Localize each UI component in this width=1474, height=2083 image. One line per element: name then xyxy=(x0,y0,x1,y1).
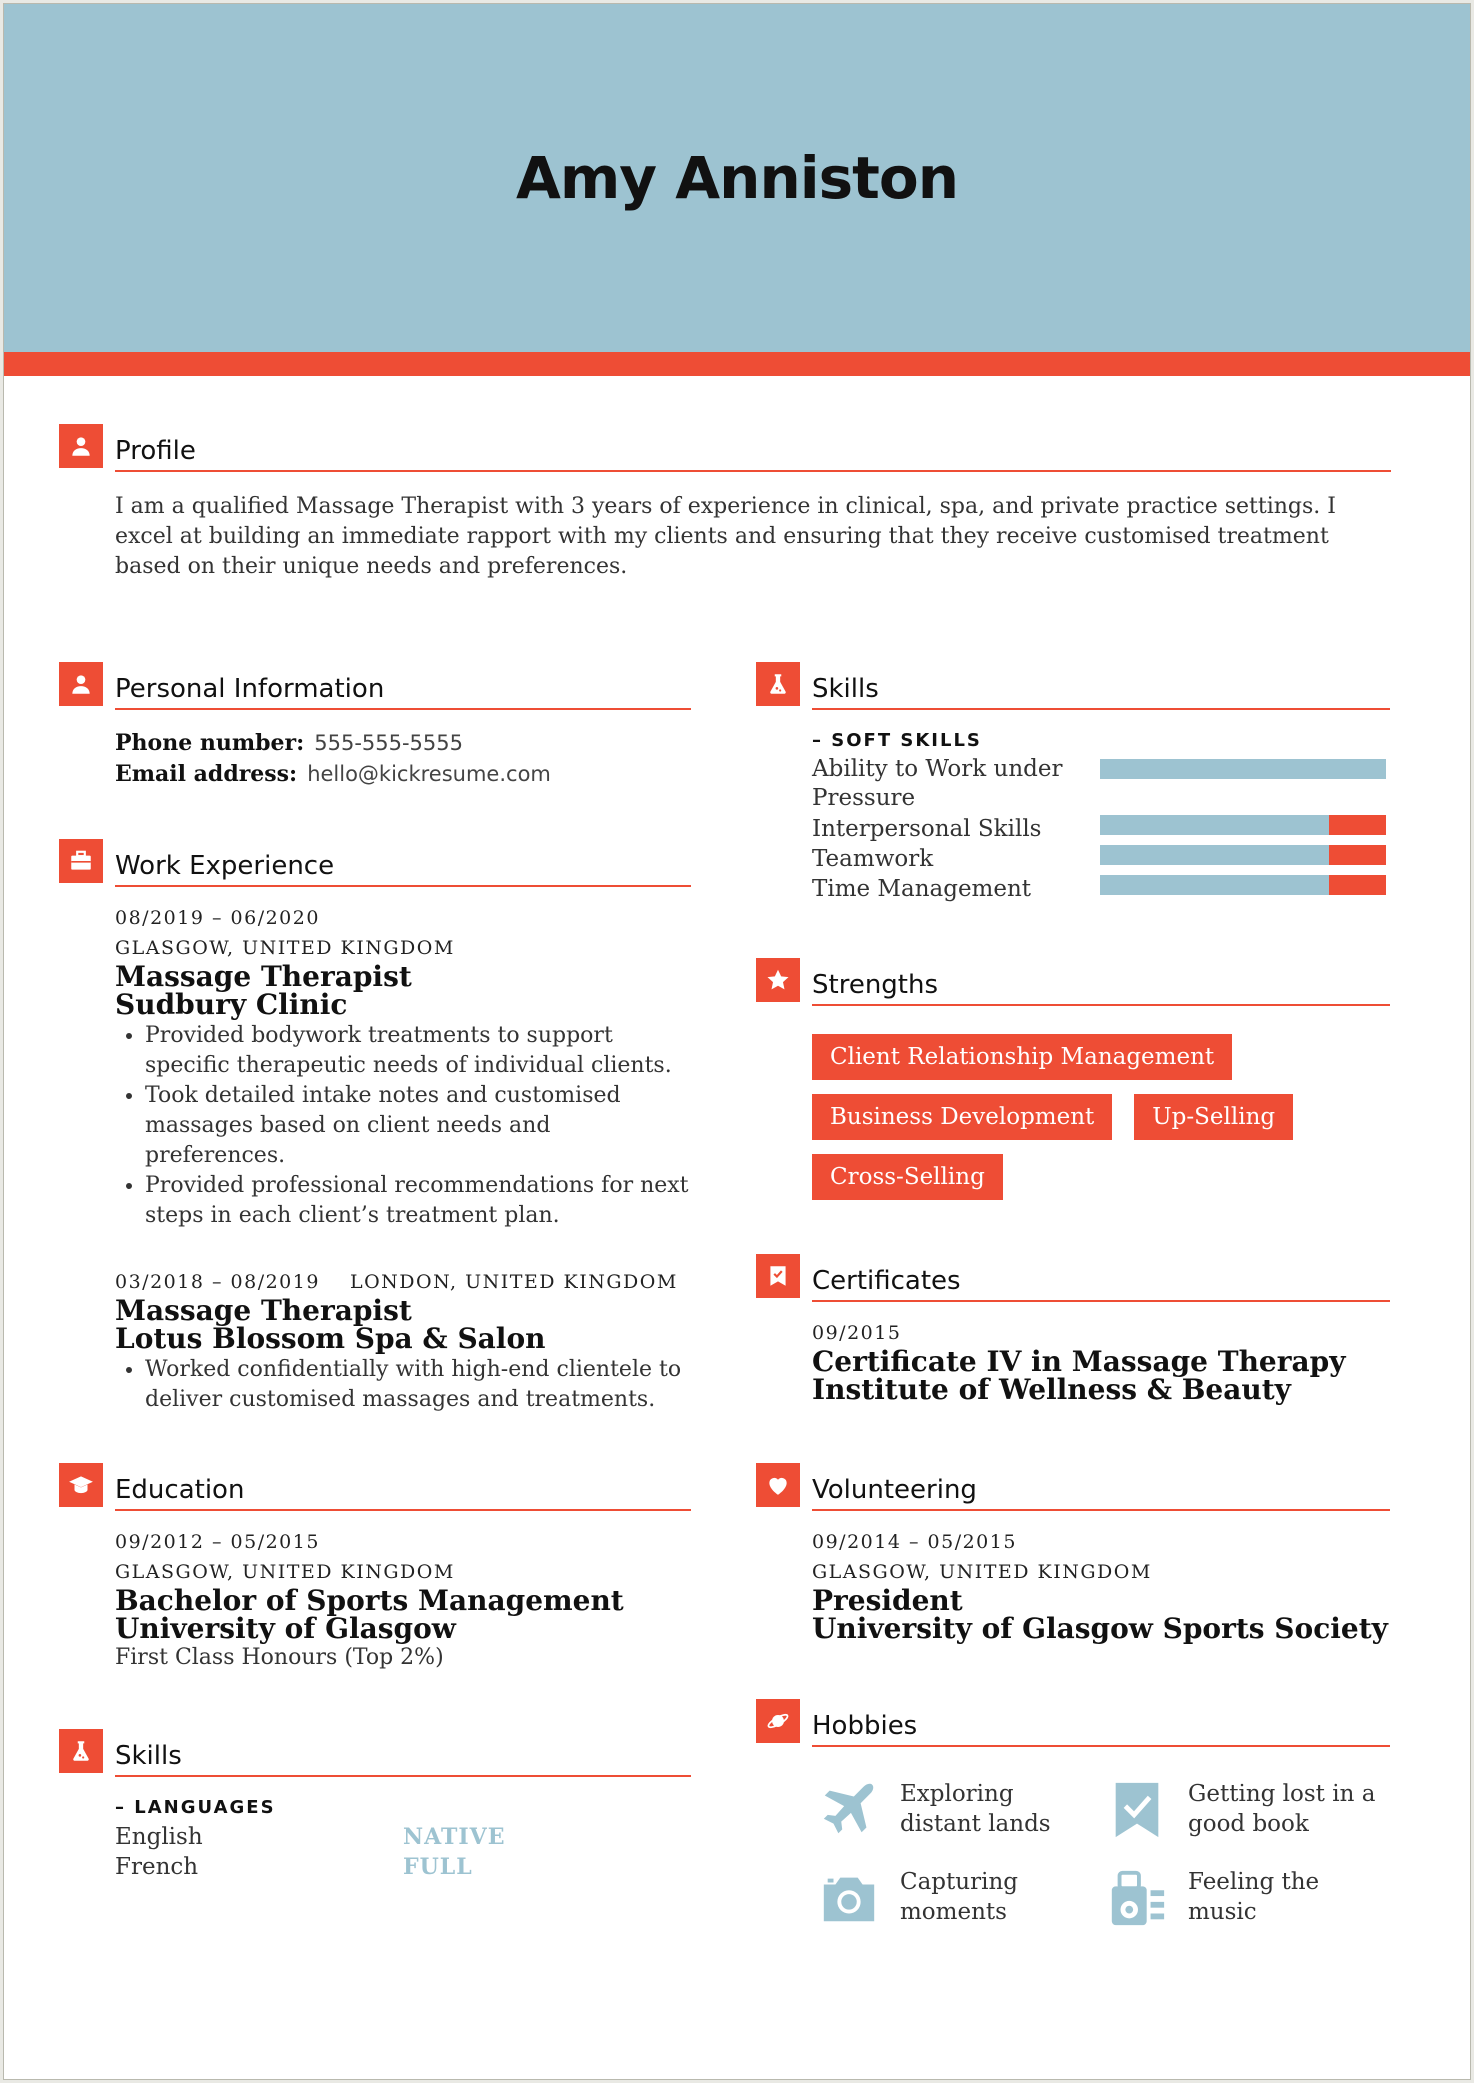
camera-icon xyxy=(818,1867,880,1929)
skill-name: Interpersonal Skills xyxy=(812,816,1042,842)
education-note: First Class Honours (Top 2%) xyxy=(115,1645,444,1670)
skill-bar xyxy=(1100,815,1386,835)
certificate-issuer: Institute of Wellness & Beauty xyxy=(812,1373,1291,1406)
volunteering-header xyxy=(812,1463,1390,1511)
job-company: Sudbury Clinic xyxy=(115,988,348,1021)
planet-icon xyxy=(756,1699,800,1743)
strength-tag: Up-Selling xyxy=(1134,1094,1293,1140)
language-level: NATIVE xyxy=(403,1824,506,1850)
hobbies-header xyxy=(812,1699,1390,1747)
job-location: LONDON, UNITED KINGDOM xyxy=(349,1271,678,1293)
job-dates: 08/2019 – 06/2020 xyxy=(115,907,320,929)
hobby-text: Getting lost in a good book xyxy=(1188,1781,1376,1837)
skill-name: Teamwork xyxy=(812,846,934,872)
job-company: Lotus Blossom Spa & Salon xyxy=(115,1322,546,1355)
certificates-header xyxy=(812,1254,1390,1302)
volunteering-dates: 09/2014 – 05/2015 xyxy=(812,1531,1017,1553)
graduation-cap-icon xyxy=(59,1463,103,1507)
candidate-name: Amy Anniston xyxy=(515,144,959,212)
strength-tag: Client Relationship Management xyxy=(812,1034,1232,1080)
volunteering-section xyxy=(812,1463,1390,1643)
music-icon xyxy=(1106,1867,1168,1929)
skill-name: Ability to Work under Pressure xyxy=(812,756,1063,811)
strengths-header xyxy=(812,958,1390,1006)
job-entry xyxy=(115,1267,691,1415)
email-value: hello@kickresume.com xyxy=(307,762,551,786)
education-title: Education xyxy=(115,1475,245,1505)
job-bullet: • Worked confidentially with high-end clientele to deliver customised massages and treatments. xyxy=(145,1355,691,1415)
job-role: Massage Therapist xyxy=(115,1294,412,1327)
personal-info-title: Personal Information xyxy=(115,674,385,704)
languages-label: – LANGUAGES xyxy=(115,1797,276,1818)
certificates-section xyxy=(812,1254,1390,1404)
profile-header xyxy=(115,424,1391,472)
skill-bar-fill xyxy=(1329,875,1386,895)
personal-info-section xyxy=(115,662,691,790)
skill-bar xyxy=(1100,845,1386,865)
person-icon xyxy=(59,424,103,468)
languages-section xyxy=(115,1729,691,1882)
education-degree: Bachelor of Sports Management xyxy=(115,1584,624,1617)
profile-text: I am a qualified Massage Therapist with 3 years of experience in clinical, spa, and private practice settings. I excel at building an immediate rapport with my clients and ensuring that they receive customised treatment based on their unique needs and preferences. xyxy=(115,494,1336,579)
work-experience-header xyxy=(115,839,691,887)
hobby-text: Capturing moments xyxy=(900,1869,1018,1925)
phone-row xyxy=(115,728,691,759)
personal-info-header xyxy=(115,662,691,710)
education-dates: 09/2012 – 05/2015 xyxy=(115,1531,320,1553)
email-row xyxy=(115,759,691,790)
email-label: Email address: xyxy=(115,761,298,787)
skill-row xyxy=(812,815,1390,845)
heart-icon xyxy=(756,1463,800,1507)
hobby-item xyxy=(818,1779,1100,1841)
header-banner xyxy=(4,4,1470,352)
profile-title: Profile xyxy=(115,436,196,466)
skill-bar xyxy=(1100,875,1386,895)
soft-skills-header xyxy=(812,662,1390,710)
language-row xyxy=(115,1852,691,1882)
education-location: GLASGOW, UNITED KINGDOM xyxy=(115,1561,455,1583)
languages-title: Skills xyxy=(115,1741,182,1771)
flask-icon xyxy=(756,662,800,706)
volunteering-title: Volunteering xyxy=(812,1475,977,1505)
skill-row xyxy=(812,755,1390,815)
volunteering-location: GLASGOW, UNITED KINGDOM xyxy=(812,1561,1152,1583)
volunteering-role: President xyxy=(812,1584,963,1617)
star-icon xyxy=(756,958,800,1002)
certificate-ribbon-icon xyxy=(756,1254,800,1298)
bookmark-icon xyxy=(1106,1779,1168,1841)
hobby-item xyxy=(818,1867,1100,1929)
strength-tag: Business Development xyxy=(812,1094,1112,1140)
hobbies-section xyxy=(812,1699,1390,1959)
strengths-title: Strengths xyxy=(812,970,939,1000)
education-section xyxy=(115,1463,691,1673)
certificate-name: Certificate IV in Massage Therapy xyxy=(812,1345,1346,1378)
soft-skills-label: – SOFT SKILLS xyxy=(812,730,982,751)
strength-tag: Cross-Selling xyxy=(812,1154,1003,1200)
certificate-date: 09/2015 xyxy=(812,1322,902,1344)
job-role: Massage Therapist xyxy=(115,960,412,993)
hobby-text: Feeling the music xyxy=(1188,1869,1320,1925)
phone-value: 555-555-5555 xyxy=(314,731,463,755)
job-bullet: • Took detailed intake notes and customised massages based on client needs and preferences. xyxy=(145,1081,691,1171)
briefcase-icon xyxy=(59,839,103,883)
skill-bar-fill xyxy=(1329,845,1386,865)
language-row xyxy=(115,1822,691,1852)
hobby-text: Exploring distant lands xyxy=(900,1781,1051,1837)
work-experience-section xyxy=(115,839,691,1415)
language-level: FULL xyxy=(403,1854,473,1880)
airplane-icon xyxy=(818,1779,880,1841)
language-name: English xyxy=(115,1824,203,1850)
skill-row xyxy=(812,845,1390,875)
volunteering-org: University of Glasgow Sports Society xyxy=(812,1612,1388,1645)
soft-skills-title: Skills xyxy=(812,674,879,704)
hobby-item xyxy=(1106,1867,1388,1929)
education-header xyxy=(115,1463,691,1511)
phone-label: Phone number: xyxy=(115,730,305,756)
soft-skills-section xyxy=(812,662,1390,905)
job-bullets xyxy=(115,1021,691,1231)
profile-section xyxy=(115,424,1391,582)
accent-bar xyxy=(4,352,1470,376)
strength-tags xyxy=(812,1034,1372,1200)
language-name: French xyxy=(115,1854,199,1880)
hobbies-title: Hobbies xyxy=(812,1711,918,1741)
skill-bar-fill xyxy=(1329,815,1386,835)
job-dates: 03/2018 – 08/2019 xyxy=(115,1271,320,1293)
skill-name: Time Management xyxy=(812,876,1032,902)
education-school: University of Glasgow xyxy=(115,1612,456,1645)
job-bullet: • Provided bodywork treatments to support specific therapeutic needs of individual clients. xyxy=(145,1021,691,1081)
work-experience-title: Work Experience xyxy=(115,851,335,881)
flask-icon xyxy=(59,1729,103,1773)
person-icon xyxy=(59,662,103,706)
job-entry xyxy=(115,903,691,1231)
hobby-item xyxy=(1106,1779,1388,1841)
languages-header xyxy=(115,1729,691,1777)
certificates-title: Certificates xyxy=(812,1266,961,1296)
skill-row xyxy=(812,875,1390,905)
job-bullet: • Provided professional recommendations for next steps in each client’s treatment plan. xyxy=(145,1171,691,1231)
job-dates-location xyxy=(115,1267,691,1297)
job-location: GLASGOW, UNITED KINGDOM xyxy=(115,937,455,959)
resume-page xyxy=(3,3,1471,2080)
job-bullets xyxy=(115,1355,691,1415)
skill-bar xyxy=(1100,759,1386,779)
strengths-section xyxy=(812,958,1390,1200)
